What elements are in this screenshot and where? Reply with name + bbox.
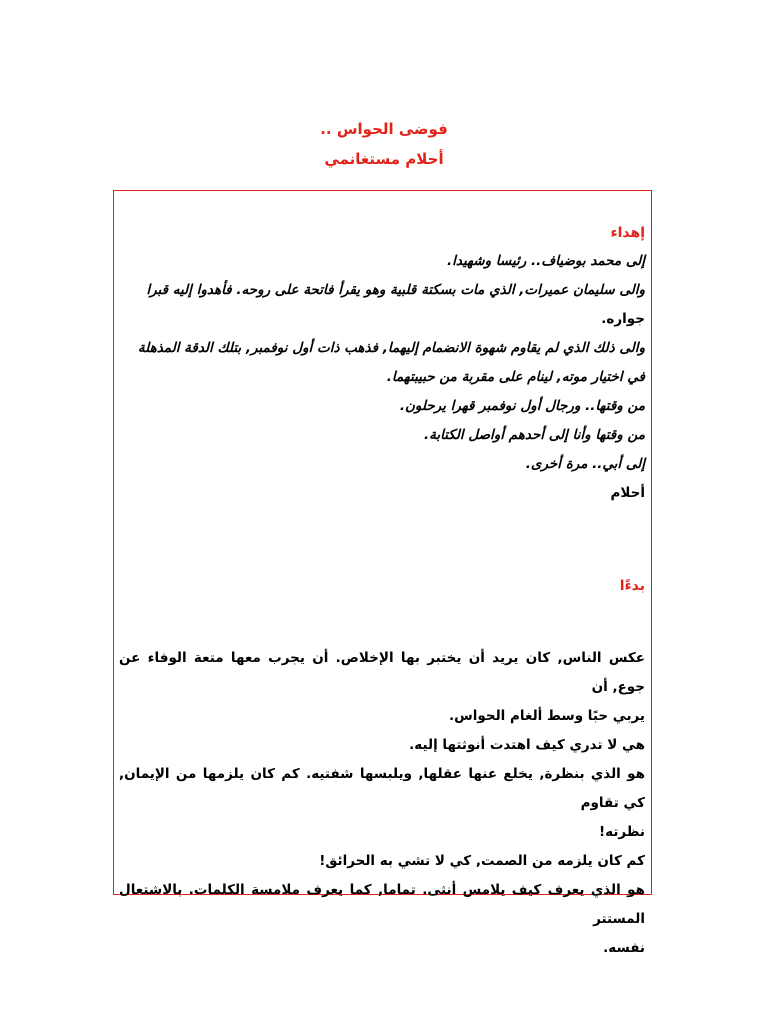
dedication-line: جواره. [601,311,645,327]
frame-content [119,219,645,963]
body-line: يربي حبًا وسط ألغام الحواس. [449,708,645,724]
body-line: هو الذي يعرف كيف يلامس أنثى. تماما, كما يعرف ملامسة الكلمات. بالاشتعال المستتر [119,882,645,927]
body-line: عكس الناس, كان يريد أن يختبر بها الإخلاص. أن يجرب معها متعة الوفاء عن جوع, أن [119,650,645,695]
text-frame [113,190,652,956]
beginning-heading: بدءًا [619,578,645,594]
section-spacer [119,600,645,644]
dedication-line: في اختيار موته, لينام على مقربة من حبيبتهما. [386,369,645,385]
body-line: هي لا تدري كيف اهتدت أنوثتها إليه. [409,737,645,753]
title-block [0,114,768,174]
dedication-line: والى ذلك الذي لم يقاوم شهوة الانضمام إليهما, فذهب ذات أول نوفمبر, بتلك الدقة المذهلة [137,340,645,356]
body-line: هو الذي بنظرة, يخلع عنها عقلها, ويلبسها شفتيه. كم كان يلزمها من الإيمان, كي تقاوم [119,766,645,811]
dedication-line: من وقتها وأنا إلى أحدهم أواصل الكتابة. [424,427,645,443]
dedication-line: إلى محمد بوضياف.. رئيسا وشهيدا. [447,253,645,269]
book-title: فوضى الحواس .. [320,120,448,138]
dedication-line: من وقتها.. ورجال أول نوفمبر قهرا يرحلون. [399,398,645,414]
author-name: أحلام مستغانمي [324,150,444,168]
dedication-signature: أحلام [610,485,645,501]
dedication-line: والى سليمان عميرات, الذي مات بسكتة قلبية وهو يقرأ فاتحة على روحه. فأهدوا إليه قبرا [146,282,645,298]
body-line: كم كان يلزمه من الصمت, كي لا تشي به الحرائق! [319,853,645,869]
dedication-line: إلى أبي.. مرة أخرى. [525,456,645,472]
body-line: نفسه. [603,940,645,956]
body-line: نظرته! [598,824,645,840]
dedication-heading: إهداء [610,225,645,241]
section-spacer [119,508,645,572]
